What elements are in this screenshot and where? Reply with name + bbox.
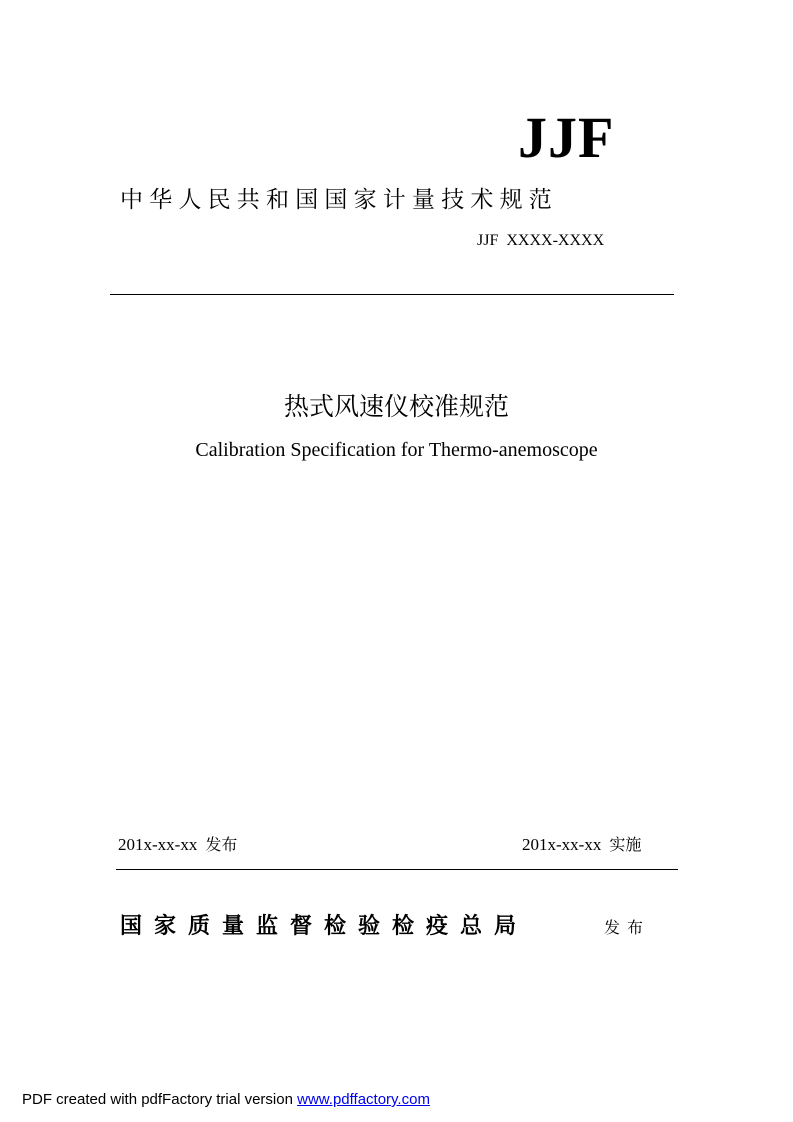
national-standard-title: 中华人民共和国国家计量技术规范: [120, 187, 558, 213]
document-title-chinese: 热式风速仪校准规范: [283, 392, 509, 421]
pdf-footer: [22, 1090, 522, 1110]
implementation-date-line: [522, 834, 641, 856]
implementation-label: 实施: [609, 835, 642, 854]
document-number: JJF XXXX-XXXX: [477, 232, 605, 249]
jjf-logo: JJF: [518, 105, 615, 170]
issue-label: 发布: [205, 835, 238, 854]
bottom-divider: [116, 869, 678, 870]
footer-link[interactable]: www.pdffactory.com: [297, 1091, 430, 1108]
issuing-authority: 国家质量监督检验检疫总局: [120, 914, 529, 939]
document-title-english: Calibration Specification for Thermo-anemoscope: [195, 439, 598, 461]
issue-date: 201x-xx-xx: [118, 835, 198, 854]
issue-date-line: [118, 834, 237, 856]
issuing-action: 发布: [604, 918, 651, 937]
footer-text: PDF created with pdfFactory trial version: [22, 1091, 298, 1108]
top-divider: [110, 294, 674, 295]
implementation-date: 201x-xx-xx: [522, 835, 602, 854]
